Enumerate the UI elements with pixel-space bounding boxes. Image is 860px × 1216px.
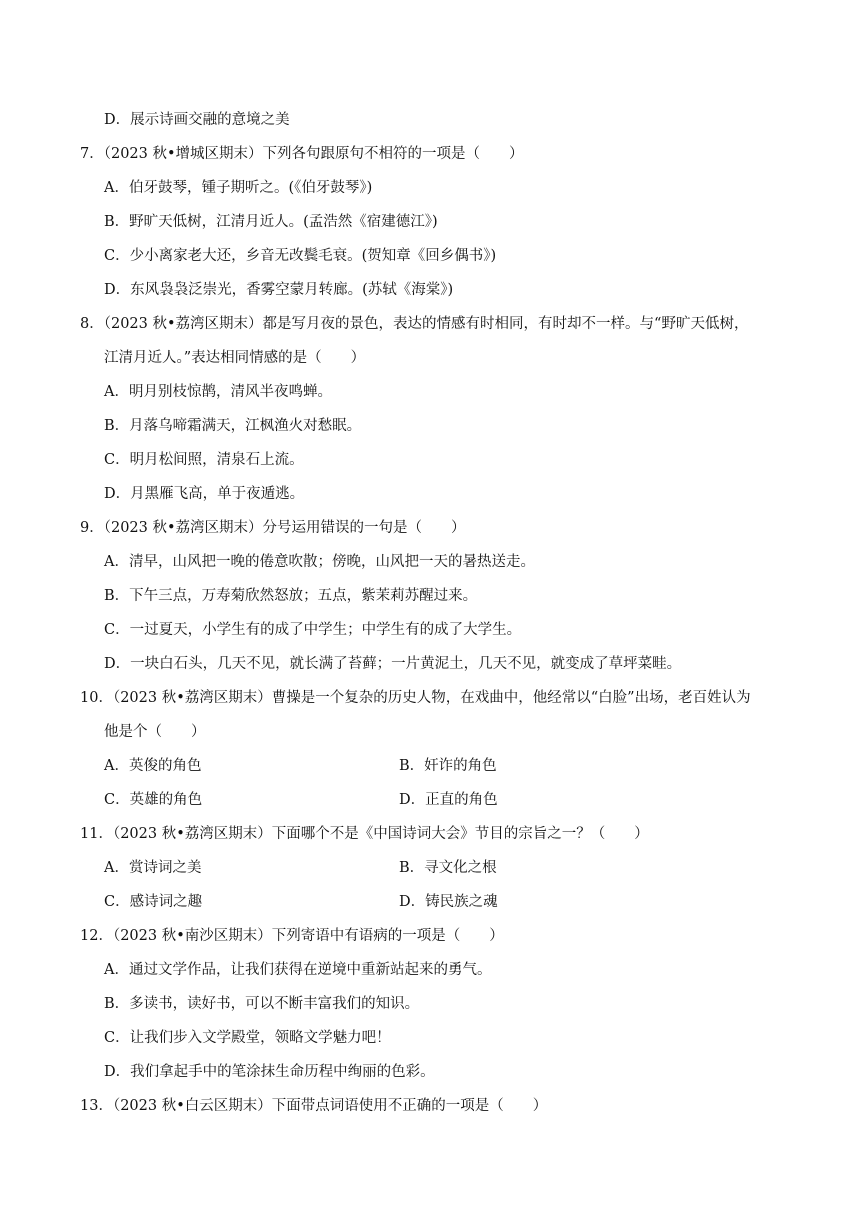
question-10-stem-line1: 10．（2023 秋•荔湾区期末）曹操是一个复杂的历史人物，在戏曲中，他经常以“白脸”出场，老百姓认为 bbox=[80, 690, 751, 706]
question-12-option-c: C．让我们步入文学殿堂，领略文学魅力吧！ bbox=[104, 1030, 391, 1046]
question-7-stem: 7．（2023 秋•增城区期末）下列各句跟原句不相符的一项是（ ） bbox=[80, 146, 524, 162]
question-8-option-a: A．明月别枝惊鹊，清风半夜鸣蝉。 bbox=[104, 384, 332, 400]
question-12-option-d: D．我们拿起手中的笔涂抹生命历程中绚丽的色彩。 bbox=[104, 1064, 435, 1080]
question-13-stem: 13．（2023 秋•白云区期末）下面带点词语使用不正确的一项是（ ） bbox=[80, 1098, 548, 1114]
question-7-option-c: C．少小离家老大还，乡音无改鬓毛衰。(贺知章《回乡偶书》) bbox=[104, 248, 497, 264]
question-11-option-b: B．寻文化之根 bbox=[399, 860, 497, 876]
question-9-option-d: D．一块白石头，几天不见，就长满了苔藓；一片黄泥土，几天不见，就变成了草坪菜畦。 bbox=[104, 656, 682, 672]
question-10-option-c: C．英雄的角色 bbox=[104, 792, 203, 808]
question-9-option-b: B．下午三点，万寿菊欣然怒放；五点，紫茉莉苏醒过来。 bbox=[104, 588, 478, 604]
question-8-stem-line2: 江清月近人。”表达相同情感的是（ ） bbox=[104, 350, 366, 366]
question-12-option-a: A．通过文学作品，让我们获得在逆境中重新站起来的勇气。 bbox=[104, 962, 492, 978]
question-9-stem: 9．（2023 秋•荔湾区期末）分号运用错误的一句是（ ） bbox=[80, 520, 466, 536]
question-10-option-b: B．奸诈的角色 bbox=[399, 758, 497, 774]
question-10-option-a: A．英俊的角色 bbox=[104, 758, 202, 774]
question-7-option-a: A．伯牙鼓琴，锺子期听之。(《伯牙鼓琴》) bbox=[104, 180, 373, 196]
question-8-option-b: B．月落乌啼霜满天，江枫渔火对愁眠。 bbox=[104, 418, 362, 434]
question-10-option-d: D．正直的角色 bbox=[399, 792, 498, 808]
question-9-option-a: A．清早，山风把一晚的倦意吹散；傍晚，山风把一天的暑热送走。 bbox=[104, 554, 535, 570]
prev-question-option-d: D．展示诗画交融的意境之美 bbox=[104, 112, 290, 128]
question-9-option-c: C．一过夏天，小学生有的成了中学生；中学生有的成了大学生。 bbox=[104, 622, 522, 638]
question-11-stem: 11．（2023 秋•荔湾区期末）下面哪个不是《中国诗词大会》节目的宗旨之一？（ ） bbox=[80, 826, 649, 842]
question-12-option-b: B．多读书，读好书，可以不断丰富我们的知识。 bbox=[104, 996, 420, 1012]
question-11-option-d: D．铸民族之魂 bbox=[399, 894, 498, 910]
question-8-option-c: C．明月松间照，清泉石上流。 bbox=[104, 452, 304, 468]
question-8-stem-line1: 8．（2023 秋•荔湾区期末）都是写月夜的景色，表达的情感有时相同，有时却不一样。与“野旷天低树， bbox=[80, 316, 749, 332]
question-7-option-d: D．东风袅袅泛崇光，香雾空蒙月转廊。(苏轼《海棠》) bbox=[104, 282, 454, 298]
question-10-stem-line2: 他是个（ ） bbox=[104, 724, 206, 740]
question-7-option-b: B．野旷天低树，江清月近人。(孟浩然《宿建德江》) bbox=[104, 214, 438, 230]
question-12-stem: 12．（2023 秋•南沙区期末）下列寄语中有语病的一项是（ ） bbox=[80, 928, 504, 944]
question-11-option-c: C．感诗词之趣 bbox=[104, 894, 203, 910]
question-8-option-d: D．月黑雁飞高，单于夜遁逃。 bbox=[104, 486, 305, 502]
question-11-option-a: A．赏诗词之美 bbox=[104, 860, 202, 876]
